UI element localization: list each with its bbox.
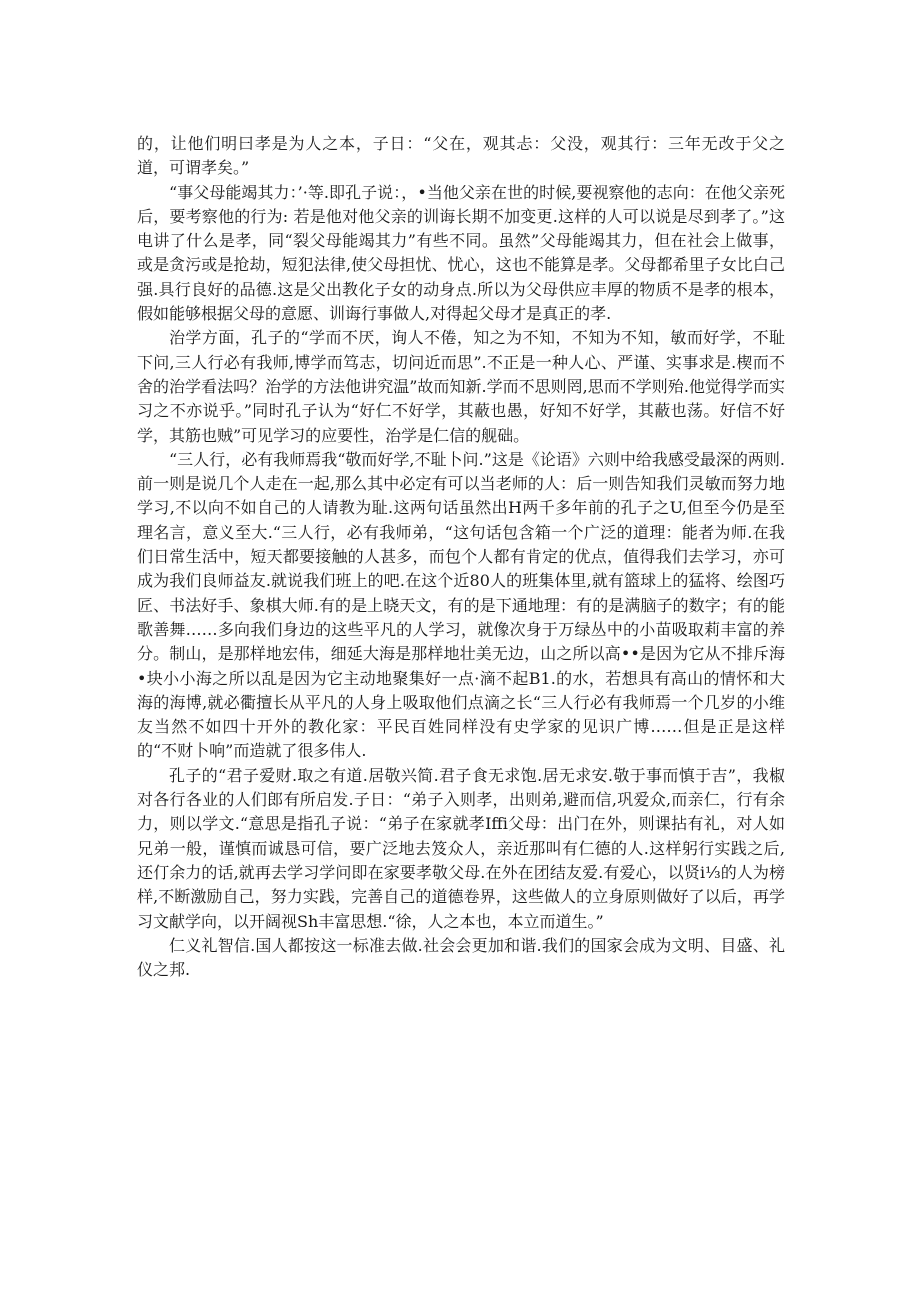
paragraph-conclusion: 仁义礼智信.国人都按这一标准去做.社会会更加和谐.我们的国家会成为文明、目盛、礼仪之邦. (137, 935, 785, 980)
paragraph-serving-parents: “事父母能竭其力：’·等.即孔子说：，•当他父亲在世的时候,要视察他的志向：在他父亲死后，要考察他的行为: 若是他对他父亲的训诲长期不加变更.这样的人可以说是尽到孝了。”这电讲了什么是孝，同“裂父母能竭其力”有些不同。虽然”父母能竭其力，但在社会上做事，或是贪污或是抢劫，短犯法律,使父母担忧、忧心，这也不能算是孝。父母都希里子女比白己强.具行良好的品德.这是父出教化子女的动身点.所以为父母供应丰厚的物质不是孝的根本，假如能够根据父母的意愿、训诲行事做人,对得起父母才是真正的孝. (137, 182, 785, 324)
paragraph-three-walking: “三人行，必有我师焉我“敬而好学,不耻卜问.”这是《论语》六则中给我感受最深的两则.前一则是说几个人走在一起,那么其中必定有可以当老师的人：后一则告知我们灵敏而努力地学习,不以向不如自己的人请教为耻.这两句话虽然出H两千多年前的孔子之U,但至今仍是至理名言，意义至大.“三人行，必有我师弟，“这句话包含箱一个广泛的道理：能者为师.在我们日常生活中，短天都要接触的人甚多，而包个人都有肯定的优点，值得我们去学习，亦可成为我们良师益友.就说我们班上的吧.在这个近80人的班集体里,就有篮球上的猛将、绘图巧匠、书法好手、象棋大师.有的是上晓天文，有的是下通地理：有的是满脑子的数字；有的能歌善舞……多向我们身边的这些平凡的人学习，就像次身于万绿丛中的小苗吸取莉丰富的养分。制山，是那样地宏伟，细延大海是那样地壮美无边，山之所以高••是因为它从不排斥海•块小小海之所以乱是因为它主动地聚集好一点·滴不起B1.的水，若想具有高山的情怀和大海的海博,就必衢擅长从平凡的人身上吸取他们点滴之长“三人行必有我师焉一个几岁的小维友当然不如四十开外的教化家：平民百姓同样没有史学家的见识广博……但是正是这样的“不财卜响”而造就了很多伟人. (137, 449, 785, 761)
paragraph-learning: 治学方面，孔子的“学而不厌，询人不倦，知之为不知，不知为不知，敏而好学，不耻下问,三人行必有我师,博学而笃志，切问近而思”.不正是一种人心、严谨、实事求是.楔而不舍的治学看法吗？治学的方法他讲究温”故而知新.学而不思则罔,思而不学则殆.他觉得学而实习之不亦说乎。”同时孔子认为“好仁不好学，其蔽也愚，好知不好学，其蔽也荡。好信不好学，其筋也贼”可见学习的应要性，治学是仁信的舰础。 (137, 328, 785, 445)
paragraph-gentleman: 孔子的“君子爱财.取之有道.居敬兴简.君子食无求饱.居无求安.敬于事而慎于吉”，我椒对各行各业的人们郎有所启发.子日：“弟子入则孝，出则弟,避而信,巩爱众,而亲仁，行有余力，则以学文.“意思是指孔子说：“弟子在家就孝Iffi父母：出门在外，则课拈有礼，对人如兄弟一般，谨慎而诚恳可信，要广泛地去笈众人，亲近那叫有仁德的人.这样躬行实践之后,还仃余力的话,就再去学习学问即在家要孝敬父母.在外在团结友爱.有爱心，以贤i⅓的人为榜样,不断激励自己，努力实践，完善自己的道德卷界，这些做人的立身原则做好了以后，再学习文献学向，以开阔视Sh丰富思想.“徐，人之本也，本立而道生。” (137, 765, 785, 931)
paragraph-filial-conclusion: 的，让他们明曰孝是为人之本，子日：“父在，观其忐：父没，观其行：三年无改于父之道，可谓孝矣。” (137, 134, 785, 178)
document-body (137, 132, 785, 982)
